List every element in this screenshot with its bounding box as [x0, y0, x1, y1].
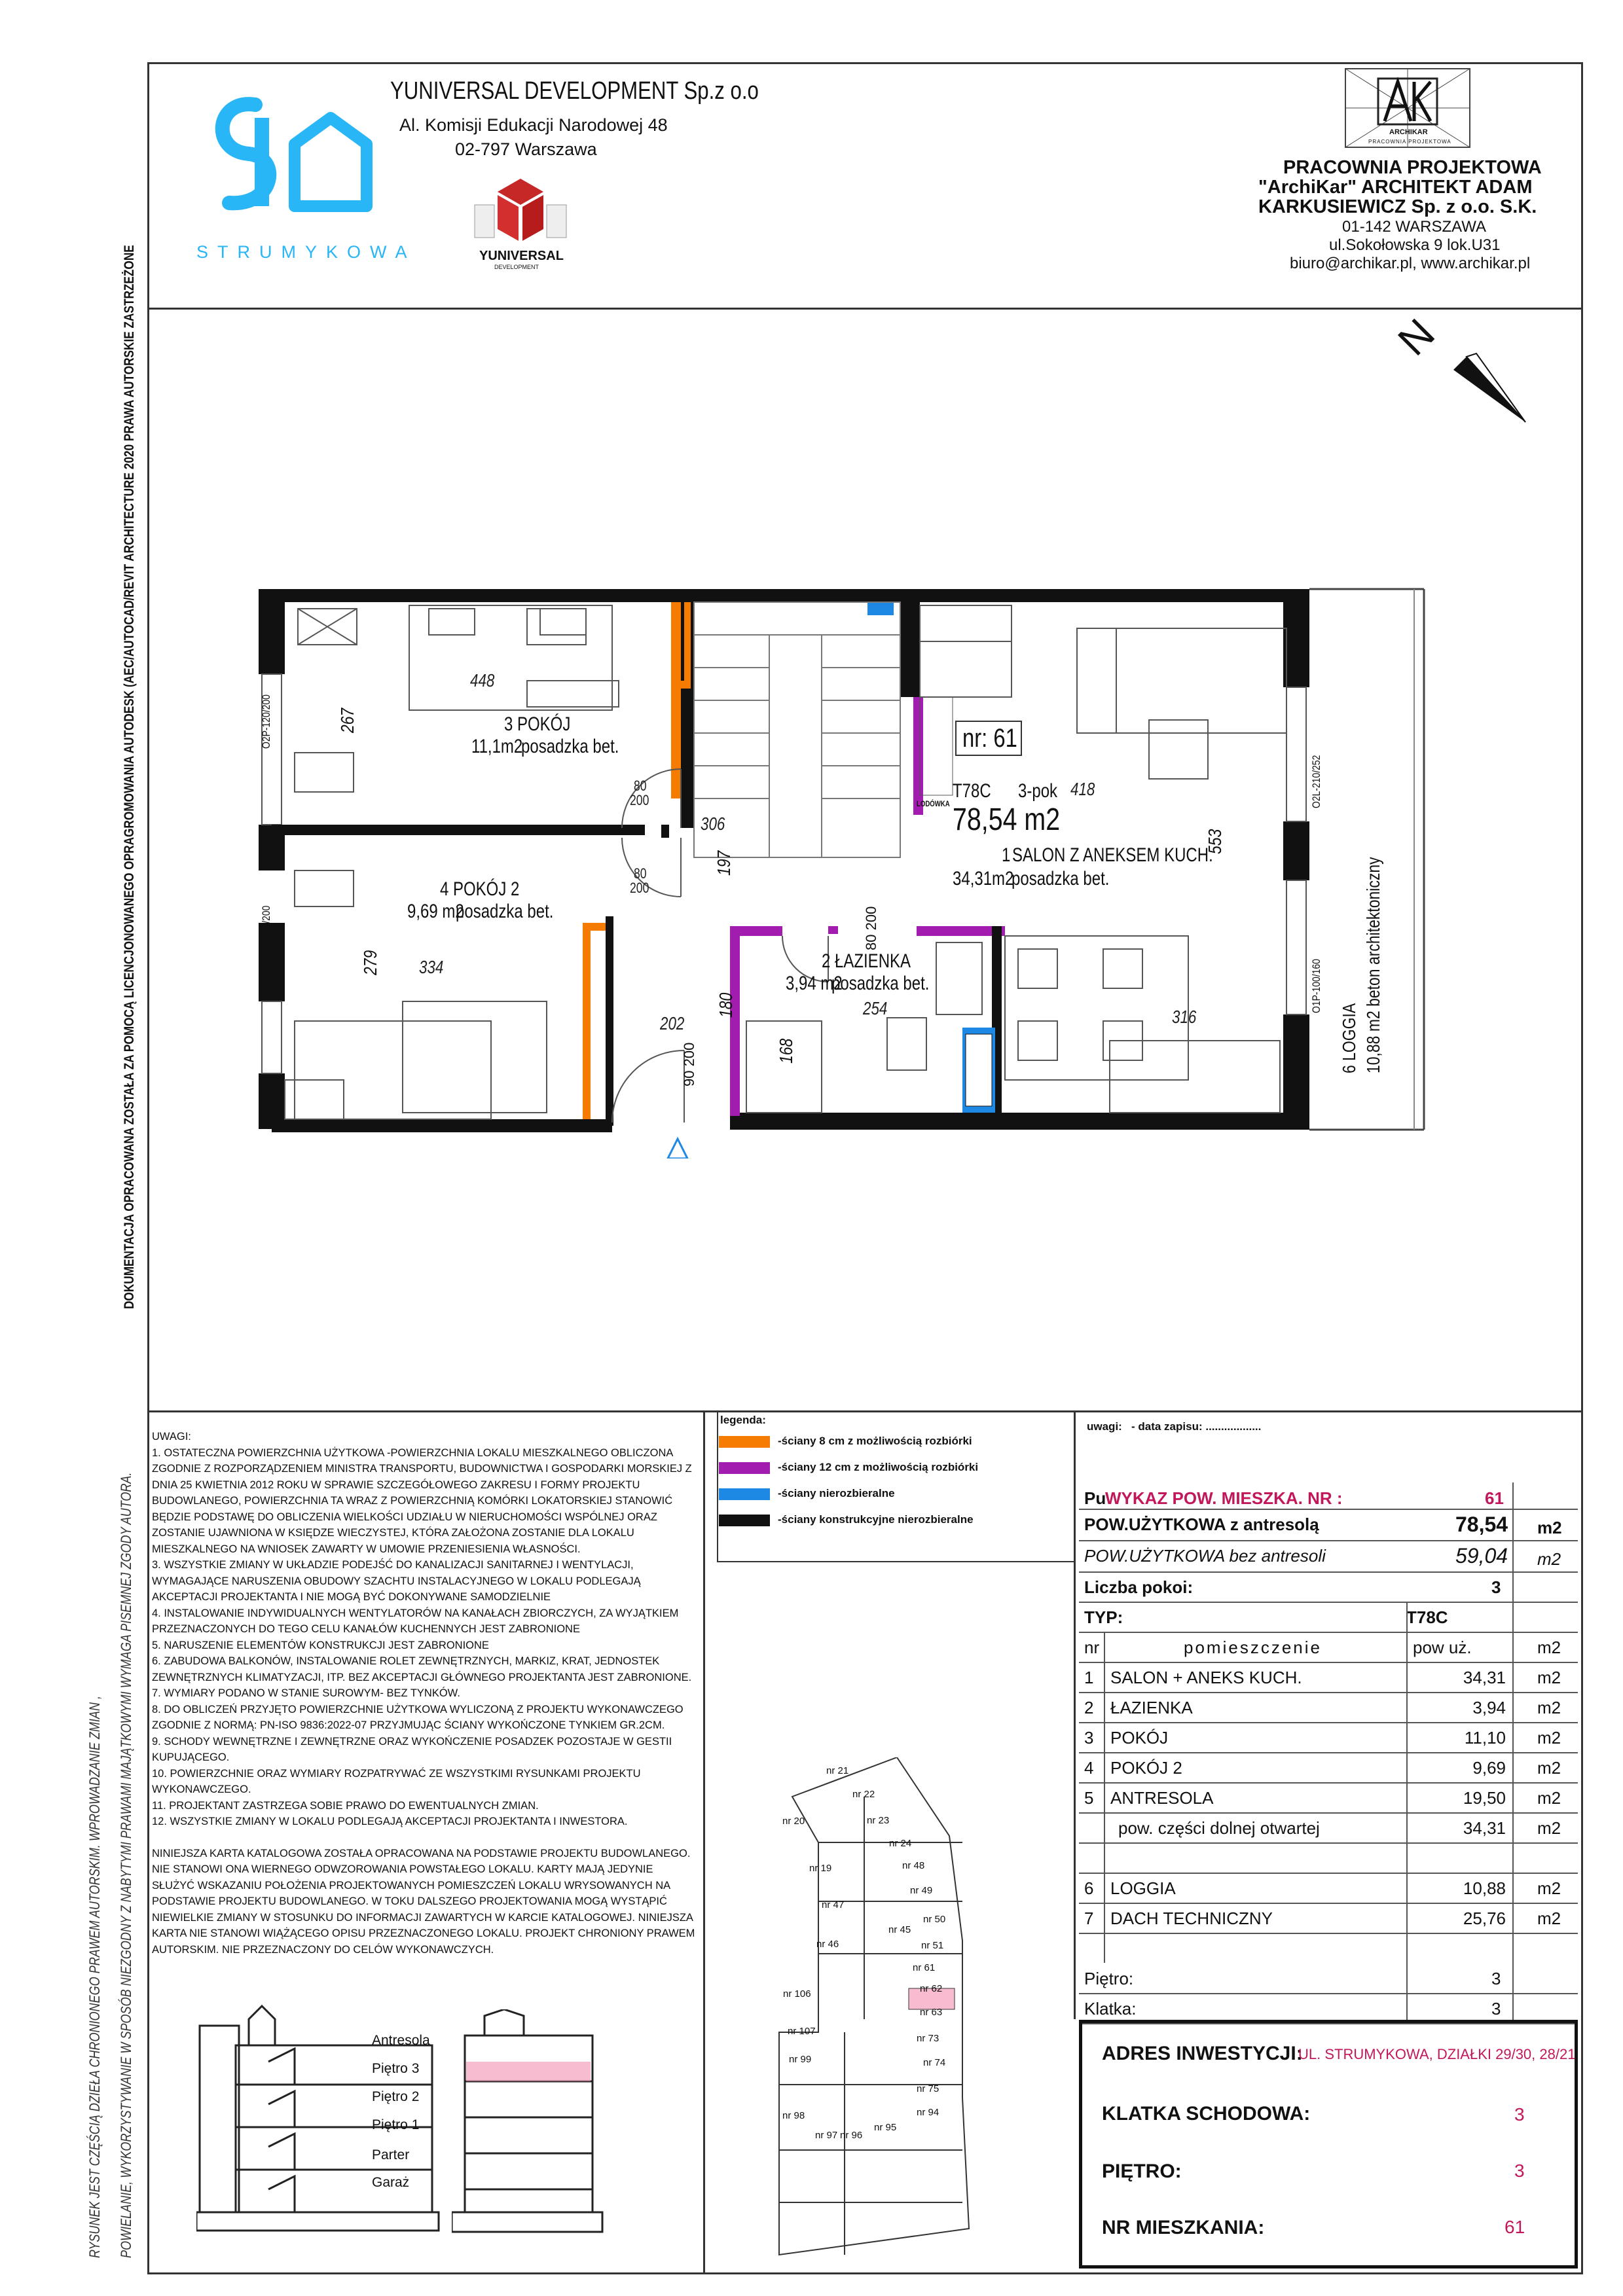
- table-pow-z-row: [1079, 1509, 1578, 1541]
- staircase-label: KLATKA SCHODOWA:: [1102, 2103, 1311, 2125]
- apartment-number-value: 61: [1504, 2217, 1525, 2237]
- key-plan-unit-label: nr 48: [902, 1860, 925, 1871]
- office-contact: biuro@archikar.pl, www.archikar.pl: [1290, 255, 1531, 272]
- floor-value: 3: [1514, 2161, 1525, 2181]
- table-row: [1079, 1722, 1578, 1753]
- table-cell-area: 11,10: [1464, 1728, 1506, 1748]
- window-4-label: O1P-100/160: [1310, 959, 1322, 1013]
- dim-448: 448: [470, 670, 495, 691]
- key-plan-unit-label: nr 61: [913, 1962, 936, 1973]
- table-row: [1079, 1812, 1578, 1844]
- table-cell-unit: m2: [1537, 1728, 1561, 1748]
- table-cell-area: 3,94: [1472, 1698, 1506, 1717]
- office-address-2: ul.Sokołowska 9 lok.U31: [1329, 236, 1501, 254]
- building-section-right: [452, 2009, 609, 2235]
- klatka-label: Klatka:: [1084, 1999, 1137, 2018]
- key-plan-unit-label: nr 45: [888, 1924, 911, 1935]
- section-level-garaz: Garaż: [372, 2175, 410, 2190]
- dim-168: 168: [776, 1038, 796, 1064]
- notes-block: [152, 1429, 695, 1958]
- table-cell-area: 19,50: [1463, 1788, 1506, 1808]
- table-cell-area: 25,76: [1463, 1909, 1506, 1928]
- rooms-value: 3: [1491, 1577, 1501, 1597]
- table-header-value: 61: [1485, 1488, 1504, 1508]
- table-row: [1079, 1782, 1578, 1814]
- pietro-value: 3: [1491, 1969, 1501, 1988]
- key-plan-unit-label: nr 23: [867, 1815, 890, 1826]
- note-3: 3. WSZYSTKIE ZMIANY W UKŁADZIE PODEJŚĆ DO KANALIZACJI SANITARNEJ I WENTYLACJI, WYMAGAJĄCE NARUSZENIA OBUDOWY SZACHTU INSTALACYJNEGO W LOKALU PODLEGAJĄ AKCEPTACJI PROJEKTANTA I NIE MOGĄ BYĆ DOKONYWANE SAMODZIELNIE: [152, 1559, 641, 1603]
- building-section: [196, 1980, 445, 2235]
- door-3-dims: 80 200: [863, 906, 879, 950]
- dim-180: 180: [716, 992, 736, 1018]
- room-1-area: 34,31m2: [953, 868, 1014, 889]
- note-1: 1. OSTATECZNA POWIERZCHNIA UŻYTKOWA -POWIERZCHNIA LOKALU MIESZKALNEGO OBLICZONA ZGODNIE Z ROZPORZĄDZENIEM MINISTRA TRANSPORTU, BUDOWNICTWA I GOSPODARKI MORSKIEJ Z DNIA 25 KWIETNIA 2012 ROKU W SPRAWIE SZCZEGÓŁOWEGO ZAKRESU I FORMY PROJEKTU BUDOWLANEGO, POWIERZCHNIA TA WRAZ Z POWIERZCHNIĄ KOMÓRKI LOKATORSKIEJ STANOWIĆ BĘDZIE PODSTAWĘ DO OBLICZENIA WIELKOŚCI UDZIAŁU W NIERUCHOMOŚCI WSPÓLNEJ ORAZ ZOSTANIE UJAWNIONA W KSIĘDZE WIECZYSTEJ, KTÓRA ZAŁOŻONA ZOSTANIE DLA LOKALU MIESZKALNEGO NA WNIOSEK ZAWARTY W UMOWIE PRZENIESIENIA WŁASNOŚCI.: [152, 1446, 692, 1555]
- typ-value: T78C: [1406, 1607, 1448, 1627]
- key-plan-unit-label: nr 106: [783, 1988, 811, 2000]
- table-cell-unit: m2: [1537, 1758, 1561, 1778]
- dim-553: 553: [1205, 829, 1225, 854]
- table-cell-name: POKÓJ 2: [1110, 1758, 1182, 1778]
- note-6: 6. ZABUDOWA BALKONÓW, INSTALOWANIE ROLET ZEWNĘTRZNYCH, MARKIZ, KRAT, JEDNOSTEK ZEWNĘTRZNYCH KLIMATYZACJI, ITP. BEZ AKCEPTACJI GŁÓWNEGO PROJEKTANTA JEST ZABRONIONE.: [152, 1655, 692, 1683]
- key-plan-unit-label: nr 19: [809, 1863, 832, 1874]
- table-cell-nr: 4: [1084, 1758, 1094, 1778]
- table-row: [1079, 1873, 1578, 1904]
- strumykowa-logo: [190, 79, 393, 229]
- col-room: pomieszczenie: [1184, 1638, 1322, 1657]
- brand-logo-text: STRUMYKOWA: [196, 242, 416, 262]
- room-1-floor: posadzka bet.: [1012, 868, 1110, 889]
- klatka-value: 3: [1491, 1999, 1501, 2018]
- window-3-label: O2L-210/252: [1310, 755, 1322, 808]
- note-9: 9. SCHODY WEWNĘTRZNE I ZEWNĘTRZNE ORAZ WYKOŃCZENIE POSADZEK POZOSTAJE W GESTII KUPUJĄCEGO.: [152, 1735, 672, 1763]
- table-col-divider: [1406, 1602, 1408, 2023]
- table-divider: [1074, 1410, 1076, 2019]
- table-cell-area: 9,69: [1472, 1758, 1506, 1778]
- table-cell-name: SALON + ANEKS KUCH.: [1110, 1668, 1302, 1687]
- staircase-value: 3: [1514, 2104, 1525, 2125]
- col-unit: m2: [1537, 1638, 1561, 1657]
- section-level-pietro-1: Piętro 1: [372, 2117, 420, 2132]
- type-label: T78C: [953, 780, 991, 802]
- table-cell-nr: 2: [1084, 1698, 1094, 1717]
- fridge-label: LODÓWKA: [917, 799, 950, 808]
- table-row: [1079, 1692, 1578, 1723]
- table-pu: Pu: [1084, 1488, 1106, 1508]
- key-plan-unit-label: nr 94: [917, 2107, 939, 2118]
- dim-197: 197: [714, 850, 734, 876]
- apt-area-label: 78,54 m2: [953, 802, 1061, 837]
- key-plan-unit-label: nr 20: [782, 1816, 805, 1827]
- key-plan-unit-label: nr 99: [789, 2054, 812, 2065]
- uwagi-data-zapisu: uwagi: - data zapisu: ..................: [1087, 1420, 1262, 1433]
- room-3-area: 11,1m2: [471, 736, 523, 757]
- table-pietro-row: [1079, 1963, 1578, 1994]
- table-cell-nr: 1: [1084, 1668, 1094, 1687]
- north-label: N: [1389, 310, 1444, 365]
- office-line-2: "ArchiKar" ARCHITEKT ADAM: [1258, 177, 1533, 198]
- table-row: [1079, 1752, 1578, 1784]
- developer-name: YUNIVERSAL DEVELOPMENT Sp.z o.o: [390, 77, 759, 105]
- key-plan-unit-label: nr 63: [920, 2007, 943, 2018]
- door-2-width: 80: [634, 865, 647, 882]
- developer-address-1: Al. Komisji Edukacji Narodowej 48: [399, 115, 668, 135]
- table-header-row: [1079, 1482, 1578, 1510]
- room-3-number: 3: [504, 713, 513, 735]
- door-4-dims: 90 200: [681, 1042, 697, 1086]
- pow-bez-unit: m2: [1537, 1549, 1561, 1569]
- archikar-logo-text: ARCHIKAR: [1389, 128, 1428, 136]
- key-plan-unit-label: nr 73: [917, 2033, 939, 2044]
- notes-closing: NINIEJSZA KARTA KATALOGOWA ZOSTAŁA OPRACOWANA NA PODSTAWIE PROJEKTU BUDOWLANEGO. NIE STANOWI ONA WIERNEGO ODWZOROWANIA POWSTAŁEGO LOKALU. KARTY MAJĄ JEDYNIE SŁUŻYĆ WSKAZANIU POŁOŻENIA PROJEKTOWANYCH POMIESZCZEŃ LOKALU WRYSOWANYCH NA PODSTAWIE PROJEKTU BUDOWLANEGO. W TOKU DALSZEGO PROJEKTOWANIA MOGĄ WYSTĄPIĆ NIEWIELKIE ZMIANY W STOSUNKU DO INFORMACJI ZAWARTYCH W KARCIE KATALOGOWEJ. NINIEJSZA KARTA NIE STANOWI WIĄŻĄCEGO OPISU PRZEZNACZONEGO LOKALU. PROJEKT CHRONIONY PRAWEM AUTORSKIM. NIE PRZEZNACZONY DO CELÓW WYKONAWCZYCH.: [152, 1847, 695, 1956]
- room-4-number: 4: [440, 878, 449, 900]
- office-line-3: KARKUSIEWICZ Sp. z o.o. S.K.: [1258, 196, 1537, 217]
- legend-item-black: -ściany konstrukcyjne nierozbieralne: [719, 1513, 974, 1530]
- archikar-logo-sub: PRACOWNIA PROJEKTOWA: [1368, 139, 1451, 145]
- key-plan-unit-label: nr 51: [921, 1940, 944, 1951]
- door-1-width: 80: [634, 778, 647, 794]
- section-level-pietro-3: Piętro 3: [372, 2061, 420, 2076]
- key-plan-unit-label: nr 74: [923, 2057, 946, 2068]
- pow-bez-label: POW.UŻYTKOWA bez antresoli: [1084, 1546, 1326, 1566]
- note-10: 10. POWIERZCHNIE ORAZ WYMIARY ROZPATRYWAĆ ZE WSZYSTKIMI RYSUNKAMI PROJEKTU WYKONAWCZEGO.: [152, 1767, 641, 1795]
- window-1-label: O2P-120/200: [260, 694, 272, 749]
- note-11: 11. PROJEKTANT ZASTRZEGA SOBIE PRAWO DO EWENTUALNYCH ZMIAN.: [152, 1799, 539, 1812]
- key-plan: [766, 1757, 989, 2261]
- dim-418: 418: [1070, 779, 1095, 799]
- legend-bottom: [717, 1561, 1074, 1562]
- table-pow-bez-row: [1079, 1540, 1578, 1573]
- room-3-name: POKÓJ: [517, 713, 571, 735]
- dim-334: 334: [419, 957, 444, 977]
- room-2-number: 2: [822, 950, 831, 972]
- key-plan-unit-label: nr 47: [822, 1899, 845, 1910]
- rooms-count-label: 3-pok: [1018, 780, 1058, 802]
- table-cell-name: ANTRESOLA: [1110, 1788, 1214, 1808]
- yuniversal-logo-sub: DEVELOPMENT: [494, 264, 539, 270]
- room-1-number: 1: [1002, 844, 1011, 866]
- address-value: UL. STRUMYKOWA, DZIAŁKI 29/30, 28/21: [1298, 2046, 1576, 2062]
- table-cell-unit: m2: [1537, 1698, 1561, 1717]
- typ-label: TYP:: [1084, 1607, 1123, 1627]
- apartment-number-label: NR MIESZKANIA:: [1102, 2217, 1265, 2238]
- col-area: pow uż.: [1413, 1638, 1472, 1657]
- table-cell-nr: 3: [1084, 1728, 1094, 1748]
- legend-item-purple: -ściany 12 cm z możliwością rozbiórki: [719, 1461, 978, 1478]
- pietro-label: Piętro:: [1084, 1969, 1134, 1988]
- key-plan-unit-label: nr 107: [788, 2026, 816, 2037]
- room-2-floor: posadzka bet.: [831, 973, 930, 994]
- floor-label: PIĘTRO:: [1102, 2161, 1182, 2182]
- room-4-floor: posadzka bet.: [456, 901, 554, 922]
- section-level-antresola: Antresola: [372, 2033, 430, 2048]
- key-plan-unit-label: nr 62: [920, 1983, 943, 1994]
- room-2-name: ŁAZIENKA: [835, 950, 911, 972]
- note-4: 4. INSTALOWANIE INDYWIDUALNYCH WENTYLATORÓW NA KANAŁACH ZBIORCZYCH, ZA WYJĄTKIEM PRZEZNACZONYCH DO TEGO CELU KANAŁÓW KUCHENNYCH JEST ZABRONIONE: [152, 1607, 679, 1635]
- key-plan-unit-label: nr 49: [910, 1885, 933, 1896]
- key-plan-unit-label: nr 46: [816, 1939, 839, 1950]
- dim-279: 279: [360, 950, 380, 975]
- legend-item-orange: -ściany 8 cm z możliwością rozbiórki: [719, 1435, 972, 1452]
- dim-267: 267: [337, 708, 357, 733]
- door-1-height: 200: [630, 792, 649, 808]
- notes-title: UWAGI:: [152, 1431, 191, 1443]
- legend-swatch: [719, 1462, 770, 1474]
- table-row: [1079, 1842, 1578, 1874]
- copyright-vertical-left-1: RYSUNEK JEST CZĘŚCIĄ DZIEŁA CHRONIONEGO PRAWEM AUTORSKIM. WPROWADZANIE ZMIAN ,: [86, 1695, 103, 2258]
- pow-z-value: 78,54: [1455, 1513, 1508, 1536]
- col-nr: nr: [1084, 1638, 1100, 1657]
- apt-number-label: nr: 61: [962, 724, 1017, 753]
- table-cell-name: ŁAZIENKA: [1110, 1698, 1193, 1717]
- legend-swatch: [719, 1488, 770, 1500]
- footer-divider: [147, 1410, 1583, 1412]
- key-plan-unit-label: nr 96: [840, 2130, 863, 2141]
- room-2-area: 3,94 m2: [786, 973, 843, 994]
- table-columns-row: [1079, 1632, 1578, 1663]
- door-2-height: 200: [630, 880, 649, 896]
- header-divider: [147, 308, 1583, 310]
- table-cell-nr: 6: [1084, 1878, 1094, 1898]
- dim-202: 202: [660, 1013, 685, 1033]
- key-plan-unit-label: nr 21: [826, 1765, 849, 1776]
- table-cell-name: DACH TECHNICZNY: [1110, 1909, 1273, 1928]
- table-col-divider: [1512, 1482, 1514, 2023]
- key-plan-unit-label: nr 98: [782, 2110, 805, 2121]
- rooms-label: Liczba pokoi:: [1084, 1577, 1194, 1597]
- table-cell-nr: 5: [1084, 1788, 1094, 1808]
- note-8: 8. DO OBLICZEŃ PRZYJĘTO POWIERZCHNIE UŻYTKOWA WYLICZONĄ Z PROJEKTU WYKONAWCZEGO ZGODNIE Z NORMĄ: PN-ISO 9836:2022-07 PRZYJMUJĄC ŚCIANY WYKOŃCZONE TYNKIEM GR.2CM.: [152, 1703, 684, 1731]
- office-address-1: 01-142 WARSZAWA: [1342, 218, 1487, 236]
- table-cell-nr: 7: [1084, 1909, 1094, 1928]
- key-plan-unit-label: nr 22: [852, 1789, 875, 1800]
- key-plan-unit-label: nr 50: [923, 1914, 946, 1925]
- table-col-divider: [1104, 1632, 1105, 1963]
- dim-316: 316: [1172, 1007, 1197, 1027]
- legend-swatch: [719, 1436, 770, 1448]
- table-cell-unit: m2: [1537, 1909, 1561, 1928]
- table-rooms-row: [1079, 1571, 1578, 1603]
- note-5: 5. NARUSZENIE ELEMENTÓW KONSTRUKCJI JEST ZABRONIONE: [152, 1639, 489, 1651]
- room-3-floor: posadzka bet.: [521, 736, 619, 757]
- table-cell-name: LOGGIA: [1110, 1878, 1176, 1898]
- office-line-1: PRACOWNIA PROJEKTOWA: [1283, 157, 1542, 178]
- copyright-vertical-left-2: POWIELANIE, WYKORZYSTYWANIE W SPOSÓB NIEZGODNY Z NABYTYMI PRAWAMI MAJĄTKOWYMI WYMAGA PISEMNEJ ZGODY AUTORA.: [118, 1472, 134, 2258]
- table-row: [1079, 1662, 1578, 1693]
- table-cell-unit: m2: [1537, 1668, 1561, 1687]
- pow-z-label: POW.UŻYTKOWA z antresolą: [1084, 1515, 1319, 1534]
- legend-title: legenda:: [720, 1414, 766, 1426]
- table-cell-area: 34,31: [1463, 1818, 1506, 1838]
- key-plan-unit-label: nr 24: [889, 1838, 912, 1849]
- room-6-details: 10,88 m2 beton architektoniczny: [1363, 857, 1383, 1073]
- table-cell-unit: m2: [1537, 1788, 1561, 1808]
- room-6-label: 6 LOGGIA: [1339, 1003, 1359, 1073]
- key-plan-unit-label: nr 75: [917, 2083, 939, 2094]
- note-7: 7. WYMIARY PODANO W STANIE SUROWYM- BEZ TYNKÓW.: [152, 1687, 460, 1699]
- room-4-area: 9,69 m2: [407, 901, 464, 922]
- floor-plan: [259, 569, 1503, 1158]
- yuniversal-logo-text: YUNIVERSAL: [479, 249, 564, 263]
- notes-divider: [703, 1410, 705, 2274]
- table-cell-name: POKÓJ: [1110, 1728, 1169, 1748]
- table-row: [1079, 1903, 1578, 1934]
- address-label: ADRES INWESTYCJI:: [1102, 2043, 1303, 2064]
- table-cell-area: 10,88: [1463, 1878, 1506, 1898]
- section-level-pietro-2: Piętro 2: [372, 2089, 420, 2104]
- section-level-parter: Parter: [372, 2147, 410, 2162]
- table-cell-unit: m2: [1537, 1878, 1561, 1898]
- table-cell-unit: m2: [1537, 1818, 1561, 1838]
- key-plan-unit-label: nr 95: [874, 2122, 897, 2133]
- pow-bez-value: 59,04: [1455, 1544, 1508, 1568]
- legend-item-blue: -ściany nierozbieralne: [719, 1487, 895, 1504]
- yuniversal-logo: [471, 175, 570, 247]
- developer-address-2: 02-797 Warszawa: [455, 139, 597, 159]
- room-1-name: SALON Z ANEKSEM KUCH.: [1012, 844, 1213, 866]
- window-2-label: O4L-100/200: [260, 905, 272, 959]
- note-12: 12. WSZYSTKIE ZMIANY W LOKALU PODLEGAJĄ AKCEPTACJI PROJEKTANTA I INWESTORA.: [152, 1816, 628, 1827]
- address-box: [1079, 2020, 1578, 2269]
- legend-divider: [717, 1410, 718, 1561]
- table-typ-row: [1079, 1602, 1578, 1633]
- key-plan-unit-label: nr 97: [815, 2130, 838, 2141]
- dim-254: 254: [863, 998, 888, 1018]
- copyright-vertical-right: DOKUMENTACJA OPRACOWANA ZOSTAŁA ZA POMOCĄ LICENCJONOWANEGO OPRAGROMOWANIA AUTODESK (AEC/AUTOCAD/REVIT ARCHITECTURE 2020 PRAWA AUTORSKIE ZASTRZEŻONE: [122, 245, 137, 1309]
- room-4-name: POKÓJ 2: [453, 878, 520, 900]
- dim-306: 306: [701, 814, 725, 834]
- table-cell-area: 34,31: [1463, 1668, 1506, 1687]
- legend-swatch: [719, 1515, 770, 1526]
- table-header-label: WYKAZ POW. MIESZKA. NR :: [1105, 1488, 1343, 1508]
- pow-z-unit: m2: [1537, 1518, 1562, 1537]
- table-cell-name: pow. części dolnej otwartej: [1118, 1818, 1320, 1838]
